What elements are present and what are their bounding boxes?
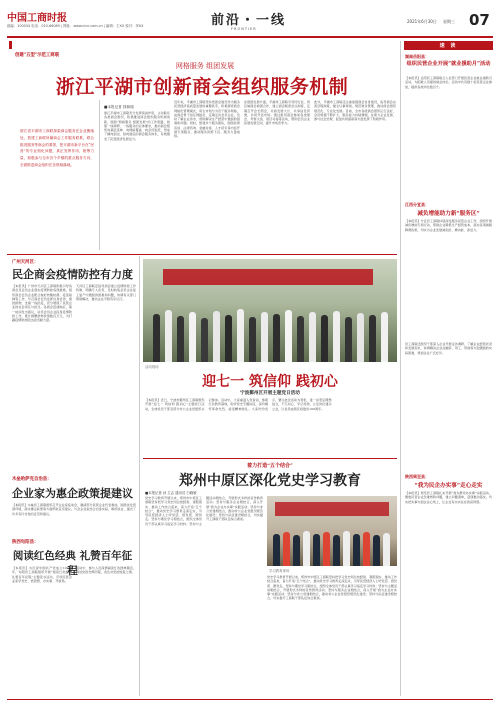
right-body-3: 县工商联还组织干部深入企业开展走访调研，了解企业经营状况和发展需求，协调解决企业在融资、用工、用地等方面遇到的实际困难，得到企业广泛好评。 bbox=[405, 342, 492, 355]
backdrop bbox=[275, 502, 389, 516]
person bbox=[313, 534, 320, 566]
main-body-3: 在组团发展方面，平湖市工商联引导同行业、同区域商会抱团合作，建立商会联席会议制度，定期召开会长例会，共商发展大计，共享信息资源，共同开拓市场。通过组织商会参加各类展会、考察交流、项目对接等活动，帮助会员企业拓展发展空间，提升市场竞争力。 bbox=[244, 100, 310, 126]
person bbox=[283, 532, 290, 566]
person bbox=[353, 534, 360, 566]
feature-1-headline: 迎七一 筑信仰 践初心 bbox=[202, 374, 338, 390]
feature-2-photo bbox=[267, 496, 397, 566]
person bbox=[297, 316, 304, 362]
footer-rule bbox=[7, 699, 493, 700]
person bbox=[373, 535, 380, 566]
feature-2-body-cont bbox=[267, 575, 397, 696]
page-number: 07 bbox=[469, 11, 490, 29]
right-body-2: 【本报讯】分宜县工商联持续深化服务民营企业工作，组织开展减负增能专项行动，帮助企业降低生产经营成本，落实各项减税降费政策，切实为企业发展减负担、增动能、添活力。 bbox=[405, 219, 492, 232]
feature-1-body: 【本报讯】近日，宁波市鄞州区工商联组织开展“迎七一 筑信仰 践初心”主题党日活动，全体党员干部及部分非公企业党组织书记参加。活动中，大家重温入党誓词，参观红色教育基地，聆听党史专题讲座，深切缅怀革命先烈，接受精神洗礼。大家纷纷表示，要以此次活动为契机，进一步坚定理想信念，不忘初心、牢记使命，立足岗位建功立业，以优异成绩庆祝建党100周年。 bbox=[145, 398, 332, 411]
crowd bbox=[143, 299, 397, 362]
person bbox=[383, 533, 390, 566]
person bbox=[201, 318, 208, 362]
person bbox=[369, 315, 376, 362]
main-body-1: 浙江平湖市工商联充分发挥统战作用，主动联系各类商会组织，积极推进商会组织服务机制创新，围绕“网格服务 组团发展”的工作思路，按照一线调研、一线服务的总体要求，推动商会组织向基层延伸、向网格覆盖、向会员贴近，形成了横向到边、纵向到底的商会服务体系，有效激发了民营经济发展活力。 bbox=[104, 111, 170, 141]
main-lead: 浙江省平湖市工商联探索商会服务在企业聚落处，搭建工商联所属商会工作服务联系，联合推进服务等商会的要领，把平湖市新平台在“民营”的专业细化问题，真正发挥作用，统筹力量，积极参与全市各个乡镇的重点服务方向，全面推进商会组织在各领域落地。 bbox=[20, 129, 94, 167]
left-headline-1: 民企商会疫情防控有力度 bbox=[12, 268, 133, 281]
main-kicker: 网格服务 组团发展 bbox=[175, 62, 235, 70]
person bbox=[273, 314, 280, 362]
paper-info: 邮编：100034 电话：010-66089 | 网址：www.cicn.com.cn | 编辑：王XX 校对：李XX bbox=[7, 24, 144, 28]
banner bbox=[163, 269, 373, 285]
right-body-1: 【本报讯】岳阳县工商联联合人社部门开展民营企业就业援助月活动，为困难人员提供就业岗位。活动中共有数十家民营企业参加，提供各类岗位数百个。 bbox=[405, 76, 492, 89]
left-body-3: 【本报讯】为庆祝中国共产党成立100周年，旬阳县工商联组织开展“阅读红色经典 礼赞百年征程”主题读书活动，引导民营企业家学党史、悟思想、办实事、开新局。 bbox=[12, 566, 72, 583]
person bbox=[261, 312, 268, 362]
right-region-1: 湖南岳阳县： bbox=[405, 54, 429, 59]
right-headline-4: “我为民企办实事”走心走实 bbox=[414, 483, 483, 489]
feature-1-photo-caption: 活动现场 bbox=[145, 365, 159, 369]
masthead bbox=[7, 9, 493, 37]
main-article-divider bbox=[7, 254, 397, 255]
paper-name: 中国工商时报 bbox=[7, 13, 67, 24]
person bbox=[363, 532, 370, 566]
feature-2-byline: ■本报记者 孙 立志 通讯员 白晓敏 bbox=[145, 491, 197, 495]
person bbox=[165, 310, 172, 362]
header-rule bbox=[7, 36, 493, 38]
feature-2-headline: 郑州中原区深化党史学习教育 bbox=[179, 473, 361, 489]
person bbox=[249, 317, 256, 362]
right-col-divider bbox=[400, 41, 401, 696]
main-body-4: 此外，平湖市工商联还注重加强商会自身建设，指导商会完善章程制度，健全议事规则，规范财务管理，推动商会组织规范化、专业化发展。目前，全市各级商会组织运行良好，会员规模不断扩大，服务能力持续增强，在助力企业发展、参与社会治理、促进共同富裕等方面发挥了积极作用。 bbox=[314, 100, 396, 121]
person bbox=[303, 531, 310, 566]
person bbox=[333, 311, 340, 362]
person bbox=[153, 314, 160, 362]
person bbox=[333, 535, 340, 566]
lead-box bbox=[12, 100, 100, 250]
feature-2-photo-caption: 学习教育现场 bbox=[269, 569, 290, 573]
left-region-1: 广州天河区： bbox=[12, 260, 39, 265]
person bbox=[343, 531, 350, 566]
feature-2-kicker: 着力打造“五个结合” bbox=[247, 463, 293, 469]
right-region-2: 江西分宜县： bbox=[405, 202, 429, 207]
column-tag bbox=[9, 41, 62, 58]
left-body-1: 【本报讯】广州市天河区工商联积极引导各商会及会员企业落实疫情防控各项措施，组织商会会员企业配合做好核酸检测、疫苗接种等工作，号召商会会员发挥自身优势，捐款捐物，支援一线抗疫，充分展现了民营企业的社会责任与担当。各商会迅速响应，第一时间发出倡议，动员会员企业投身疫情防控工作，累计捐赠款物价值数百万元，为打赢疫情防控阻击战贡献力量。 bbox=[12, 284, 72, 322]
attendees bbox=[267, 522, 397, 566]
section-title: 前沿・一线 bbox=[211, 13, 287, 28]
feature-1-subhead: 宁波鄞州区开展主题党日活动 bbox=[240, 391, 300, 396]
person bbox=[293, 535, 300, 566]
speed-read-label: 速 读 bbox=[439, 43, 458, 49]
right-body-4: 【本报讯】周至县工商联扎实开展“我为群众办实事”实践活动，聚焦民营企业急难愁盼问题，建立问题清单，逐项推动落实，切实把实事办到企业心坎上，让企业有实实在在的获得感。 bbox=[405, 491, 492, 504]
right-headline-1: 组织民营企业开展“就业援助月”活动 bbox=[406, 61, 491, 67]
left-region-2: 木垒哈萨克自治县： bbox=[12, 477, 52, 482]
person bbox=[189, 312, 196, 362]
section-en: FRONTIER bbox=[231, 27, 257, 31]
person bbox=[225, 315, 232, 362]
left-body-2: 【本报讯】木垒县工商联组织召开企业家座谈会，邀请部分民营企业代表参加，围绕优化营商环境、落实惠企政策等方面听取意见建议。与会企业家结合自身实际，畅所欲言，提出了许多有针对性的意见和建议。 bbox=[12, 503, 136, 516]
left-body-3b: 活动中，参与人员深情诵读红色经典篇章，讲述党的光辉历程，表达对党的热爱之情。 bbox=[76, 566, 136, 575]
column-tag-label: 创建"五型"示范工商联 bbox=[15, 53, 60, 58]
person bbox=[273, 534, 280, 566]
left-headline-3: 阅读红色经典 礼赞百年征程 bbox=[12, 550, 133, 577]
left-body-1b: 天河区工商联还指导商会建立疫情防控工作机制，明确专人负责，及时收集会员企业复工复产中遇到的困难和问题，协调有关部门帮助解决，推动企业平稳有序运行。 bbox=[76, 284, 136, 301]
person bbox=[309, 312, 316, 362]
person bbox=[381, 312, 388, 362]
feature-divider bbox=[143, 458, 397, 459]
person bbox=[357, 313, 364, 362]
left-region-3: 陕西旬阳县： bbox=[12, 540, 39, 545]
left-col-divider bbox=[139, 256, 140, 696]
person bbox=[345, 317, 352, 362]
right-region-4: 陕西周至县： bbox=[405, 474, 429, 479]
issue-date: 2021年6月30日 bbox=[407, 19, 437, 24]
person bbox=[323, 532, 330, 566]
person bbox=[213, 311, 220, 362]
feature-1-photo bbox=[143, 259, 397, 362]
feature-2-body-cont-text: 党史学习教育开展以来，郑州市中原区工商联坚持把学习党史同总结经验、观照现实、推动工作结合起来，着力打造“五个结合”，推动党史学习教育走深走实，引导民营经济人士听党话、感党恩、跟党走。坚持与理论学习相结合，组织全体党员干部认真学习指定学习材料；坚持与主题活动相结合，开展形式多样的宣传教育活动；坚持与服务企业相结合，深入开展“我为企业办实事”实践活动；坚持与非公党建相结合，推动非公企业党组织规范化建设；坚持与队伍建设相结合，切实提升工商联干部队伍综合素质。 bbox=[267, 575, 397, 601]
person bbox=[321, 315, 328, 362]
speed-read-tag bbox=[404, 41, 493, 50]
right-headline-2: 减负增能助力新“服务区” bbox=[417, 211, 480, 217]
main-body-2: 近年来，平湖市工商联坚持把商会建设作为服务民营经济高质量发展的重要抓手，积极探索商会网格化管理模式，将全市划分为若干服务网格，由商会骨干担任网格员，定期走访会员企业，及时了解企业诉求，帮助解决生产经营中遇到的困难和问题。同时，组建多个服务团队，围绕政策宣讲、法律咨询、金融对接、人才招引等内容开展专项服务，推动服务资源下沉、服务力量前移。 bbox=[174, 100, 240, 138]
left-headline-2: 企业家为惠企政策提建议 bbox=[12, 487, 133, 500]
person bbox=[177, 316, 184, 362]
issue-weekday: 星期三 bbox=[443, 19, 455, 24]
main-headline: 浙江平湖市创新商会组织服务机制 bbox=[55, 76, 349, 98]
main-byline: ■本报记者 钱林瑞 bbox=[104, 105, 134, 109]
feature-2-body: 党史学习教育开展以来，郑州市中原区工商联坚持把学习党史同总结经验、观照现实、推动工作结合起来，着力打造“五个结合”，推动党史学习教育走深走实，引导民营经济人士听党话、感党恩、跟党走。坚持与理论学习相结合，组织全体党员干部认真学习指定学习材料；坚持与主题活动相结合，开展形式多样的宣传教育活动；坚持与服务企业相结合，深入开展“我为企业办实事”实践活动；坚持与非公党建相结合，推动非公企业党组织规范化建设；坚持与队伍建设相结合，切实提升工商联干部队伍综合素质。 bbox=[145, 496, 263, 526]
person bbox=[237, 309, 244, 362]
person bbox=[285, 310, 292, 362]
